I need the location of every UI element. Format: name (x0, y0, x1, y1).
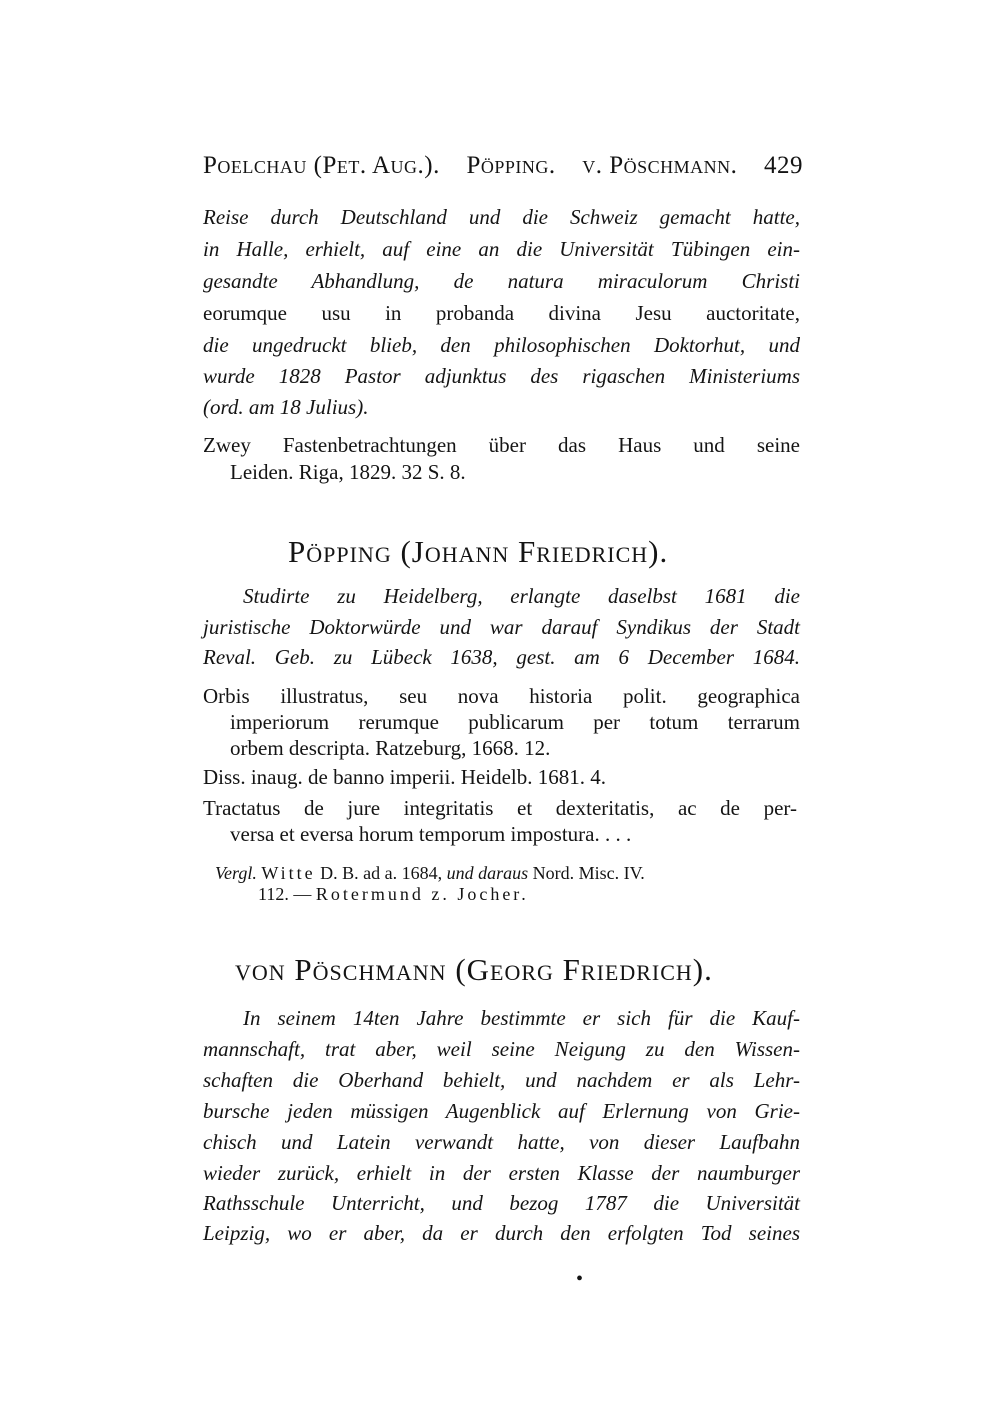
entry-heading-poschmann: von Pöschmann (Georg Friedrich). (235, 952, 713, 987)
poelchau-bio-line: (ord. am 18 Julius). (203, 395, 369, 419)
poschmann-bio-line: Rathsschule Unterricht, und bezog 1787 die Universität (203, 1191, 800, 1215)
poschmann-bio-line: chisch und Latein verwandt hatte, von dieser Laufbahn (203, 1130, 800, 1154)
reference-text: Nord. Misc. IV. (532, 863, 645, 883)
popping-work-line: Diss. inaug. de banno imperii. Heidelb. 1681. 4. (203, 765, 607, 789)
poschmann-bio-line: Leipzig, wo er aber, da er durch den erfolgten Tod seines (203, 1221, 800, 1245)
popping-bio-line: juristische Doktorwürde und war darauf Syndikus der Stadt (203, 615, 800, 639)
poschmann-bio-line: schaften die Oberhand behielt, und nachdem er als Lehr- (203, 1068, 800, 1092)
popping-work-line: Tractatus de jure integritatis et dexteritatis, ac de per- (203, 796, 797, 820)
entry-heading-popping: Pöpping (Johann Friedrich). (288, 534, 669, 569)
header-center: Pöpping. (466, 152, 556, 179)
popping-work-line: imperiorum rerumque publicarum per totum terrarum (230, 710, 800, 734)
page-mark: • (576, 1268, 584, 1290)
popping-bio-line: Studirte zu Heidelberg, erlangte daselbst 1681 die (243, 584, 800, 608)
popping-reference-line-2 (258, 884, 529, 905)
reference-prefix: Vergl. (215, 863, 257, 883)
poelchau-bio-line: eorumque usu in probanda divina Jesu auctoritate, (203, 301, 800, 325)
popping-reference-line-1 (215, 863, 645, 884)
poschmann-bio-line: wieder zurück, erhielt in der ersten Klasse der naumburger (203, 1161, 800, 1185)
poelchau-work-line: Zwey Fastenbetrachtungen über das Haus und seine (203, 433, 800, 457)
reference-author: Rotermund z. Jocher. (315, 884, 529, 904)
header-right: v. Pöschmann. (582, 152, 738, 179)
popping-work-line: Orbis illustratus, seu nova historia polit. geographica (203, 684, 800, 708)
reference-connector: und daraus (446, 863, 529, 883)
poelchau-bio-line: wurde 1828 Pastor adjunktus des rigaschen Ministeriums (203, 364, 800, 388)
poelchau-bio-line: gesandte Abhandlung, de natura miraculorum Christi (203, 269, 800, 293)
reference-author: Witte (261, 863, 316, 883)
poelchau-bio-line: Reise durch Deutschland und die Schweiz gemacht hatte, (203, 205, 800, 229)
header-left: Poelchau (Pet. Aug.). (203, 152, 440, 179)
reference-text: D. B. ad a. 1684, (320, 863, 443, 883)
poschmann-bio-line: bursche jeden müssigen Augenblick auf Erlernung von Grie- (203, 1099, 800, 1123)
running-header (203, 152, 803, 180)
popping-work-line: versa et eversa horum temporum impostura. . . . (230, 822, 632, 846)
poelchau-bio-line: in Halle, erhielt, auf eine an die Universität Tübingen ein- (203, 237, 800, 261)
popping-work-line: orbem descripta. Ratzeburg, 1668. 12. (230, 736, 551, 760)
poschmann-bio-line: In seinem 14ten Jahre bestimmte er sich für die Kauf- (243, 1006, 800, 1030)
poelchau-work-line: Leiden. Riga, 1829. 32 S. 8. (230, 460, 466, 484)
poelchau-bio-line: die ungedruckt blieb, den philosophischen Doktorhut, und (203, 333, 800, 357)
poschmann-bio-line: mannschaft, trat aber, weil seine Neigung zu den Wissen- (203, 1037, 800, 1061)
popping-bio-line: Reval. Geb. zu Lübeck 1638, gest. am 6 December 1684. (203, 645, 800, 669)
page-number: 429 (764, 152, 803, 179)
reference-text: 112. — (258, 884, 312, 904)
